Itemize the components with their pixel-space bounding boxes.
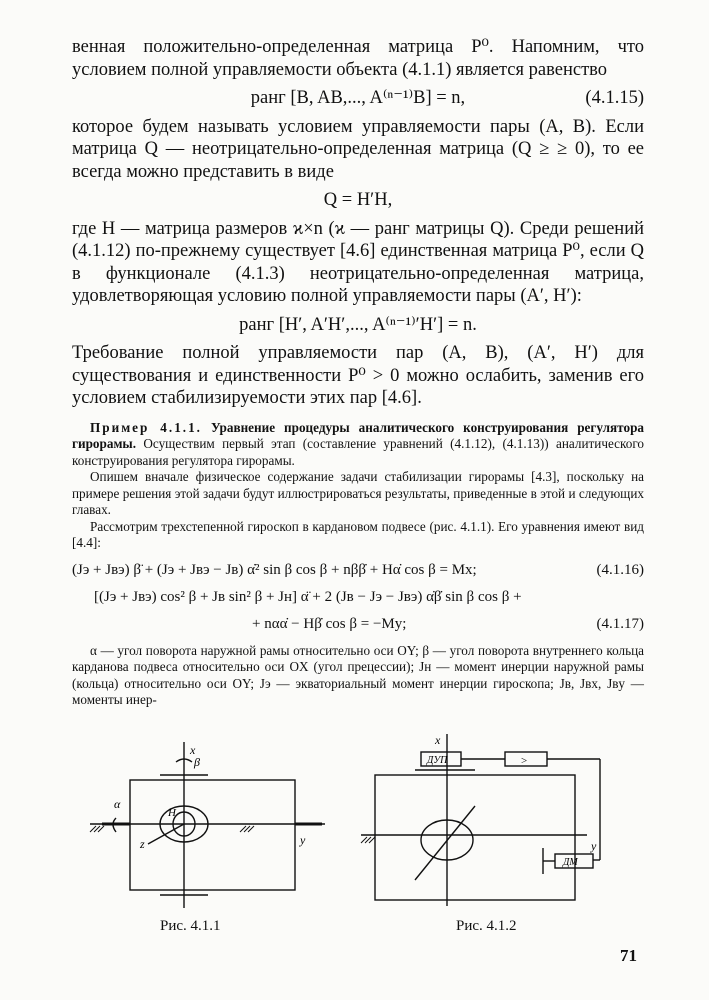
label-x: x [435,733,441,747]
equation-number: (4.1.15) [585,88,644,108]
example-title: Уравнение процедуры аналитического конструирования регулятора гирорамы. [72,419,645,451]
small-paragraph-4: α — угол поворота наружной рамы относительно оси OY; β — угол поворота внутреннего кольца карданова подвеса относительно оси OX (угол прецессии); Jн — момент инерции наружной рамы (кольца) относительно оси OY; Jэ — экваториальный момент инерции гироскопа; Jв, Jвx, Jвy — моменты инер- [72,642,644,707]
label-h: H [168,807,176,819]
equation-text: Q = H′H, [323,190,393,210]
equation-4-1-17-line2 [72,616,644,633]
label-x: x [190,743,196,757]
gimbal-frame [375,775,575,900]
small-paragraph-2: Опишем вначале физическое содержание задачи стабилизации гирорамы [4.3], поскольку на примере решения этой задачи будут иллюстрироваться результаты, приведенные в этой и следующих главах. [72,469,644,517]
page-number: 71 [620,946,637,965]
caption-4-1-1: Рис. 4.1.1 [160,918,221,934]
label-z: z [140,837,145,851]
equation-number: (4.1.16) [596,561,644,578]
caption-4-1-2: Рис. 4.1.2 [456,918,517,934]
label-alpha: α [114,797,121,811]
example-heading: Пример 4.1.1. [90,419,202,435]
equation-q-hh [72,189,644,212]
label-beta: β [194,755,200,769]
gimbal-frame [130,780,295,890]
paragraph-3: где H — матрица размеров ϰ×n (ϰ — ранг матрицы Q). Среди решений (4.1.12) по-прежнему существует [4.6] единственная матрица P⁰, если Q в функционале (4.1.3) неотрицательно-определенная матрица, удовлетворяющая условию полной управляемости пары (A′, H′): [72,218,644,306]
label-amplifier: > [521,755,528,767]
main-text [72,36,644,410]
rotor-axis [415,806,475,880]
equation-text: + nαα̇ − Hβ̇ cos β = −My; [252,615,407,632]
equation-text: ранг [B, AB,..., A⁽ⁿ⁻¹⁾B] = n, [250,88,466,108]
label-y: y [591,839,597,853]
page-content [72,36,644,709]
equation-rank-2 [72,314,644,337]
paragraph-1: венная положительно-определенная матрица P⁰. Напомним, что условием полной управляемости объекта (4.1.1) является равенство [72,37,644,80]
equation-text: [(Jэ + Jвэ) cos² β + Jв sin² β + Jн] α̈ + 2 (Jв − Jэ − Jвэ) α̇β̇ sin β cos β + [94,588,522,605]
paragraph-2: которое будем называть условием управляемости пары (A, B). Если матрица Q — неотрицательно-определенная матрица (Q ≥ ≥ 0), то ее всегда можно представить в виде [72,116,644,182]
example-text: Осуществим первый этап (составление уравнений (4.1.12), (4.1.13)) аналитического конструирования регулятора гирорамы. [72,436,645,468]
equation-4-1-15 [72,87,644,110]
figure-4-1-2 [355,730,620,910]
equation-4-1-17-line1 [72,589,644,606]
equation-number: (4.1.17) [596,615,644,632]
small-paragraph-3: Рассмотрим трехстепенной гироскоп в кардановом подвесе (рис. 4.1.1). Его уравнения имеют вид [4.4]: [72,518,644,550]
equation-text: (Jэ + Jвэ) β̈ + (Jэ + Jвэ − Jв) α̇² sin β cos β + nββ̇ + Hα̇ cos β = Mx; [72,561,477,578]
definitions [72,643,644,709]
paragraph-4: Требование полной управляемости пар (A, B), (A′, H′) для существования и единственности P⁰ > 0 можно ослабить, заменив его условием стабилизируемости этих пар [4.6]. [72,343,644,408]
example-paragraph [72,420,644,470]
equation-text: ранг [H′, A′H′,..., A⁽ⁿ⁻¹⁾′H′] = n. [239,314,477,335]
figure-4-1-1 [80,740,330,910]
label-dm: ДМ [563,857,578,868]
example-section [72,420,644,552]
label-y: y [300,833,306,847]
equation-4-1-16 [72,562,644,579]
label-dup: ДУП [427,755,448,766]
